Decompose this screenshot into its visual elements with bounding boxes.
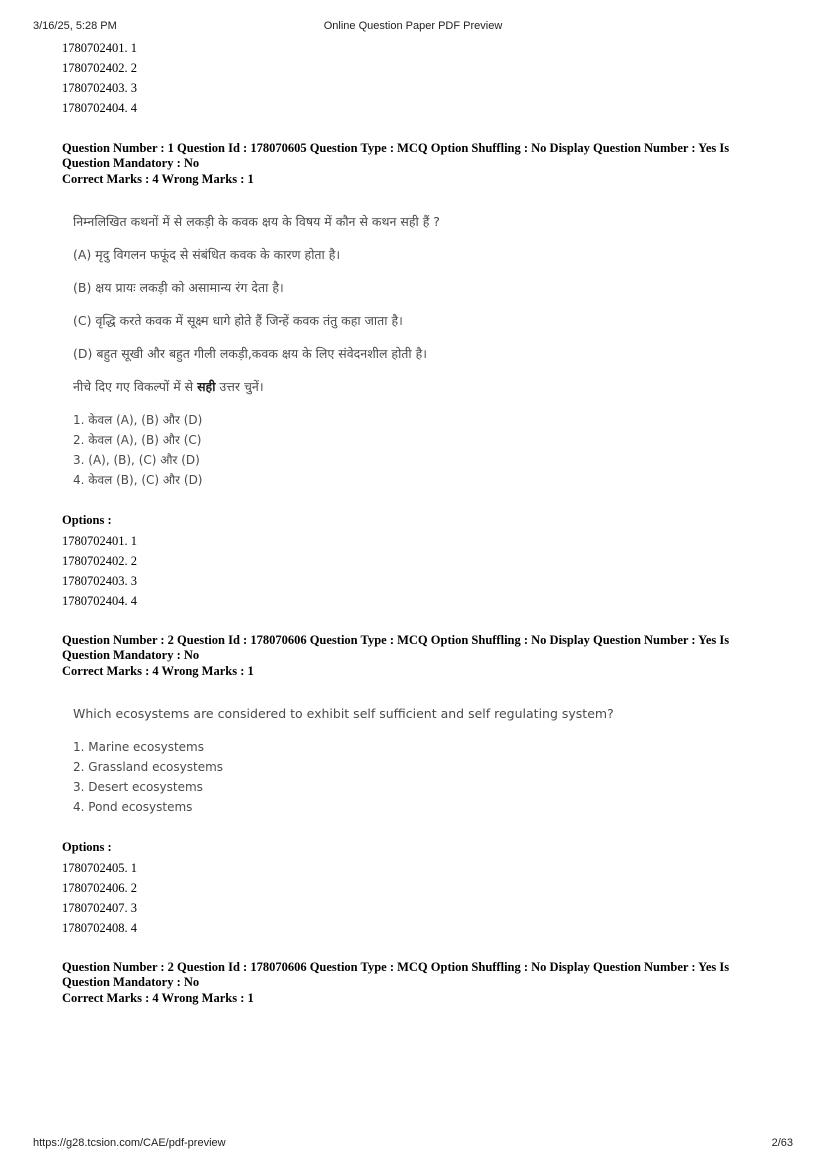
page-url: https://g28.tcsion.com/CAE/pdf-preview (33, 1137, 226, 1149)
option-item: 1780702408. 4 (62, 921, 137, 935)
option-item: 1780702401. 1 (62, 41, 137, 55)
statement-b: (B) क्षय प्रायः लकड़ी को असामान्य रंग देता है। (73, 280, 284, 295)
option-item: 1780702403. 3 (62, 81, 137, 95)
choice-2: 2. Grassland ecosystems (73, 760, 224, 774)
option-item: 1780702407. 3 (62, 901, 137, 915)
question-paper-content (62, 38, 774, 1007)
instruction (73, 377, 774, 410)
option-item: 1780702401. 1 (62, 534, 137, 548)
choice-3: 3. Desert ecosystems (73, 780, 203, 794)
page-title: Online Question Paper PDF Preview (323, 20, 503, 32)
page-number: 2/63 (771, 1137, 793, 1149)
option-item: 1780702402. 2 (62, 554, 137, 568)
question-image (73, 704, 774, 817)
question-marks: Correct Marks : 4 Wrong Marks : 1 (62, 664, 254, 678)
choice-2: 2. केवल (A), (B) और (C) (73, 433, 202, 447)
page-header (33, 20, 793, 34)
top-options-list (62, 38, 774, 118)
question-marks: Correct Marks : 4 Wrong Marks : 1 (62, 172, 254, 186)
statement-c: (C) वृद्धि करते कवक में सूक्ष्म धागे होते हैं जिन्हें कवक तंतु कहा जाता है। (73, 313, 403, 328)
instruction-text: नीचे दिए गए विकल्पों में से (73, 379, 198, 394)
print-date: 3/16/25, 5:28 PM (33, 20, 117, 32)
choice-1: 1. केवल (A), (B) और (D) (73, 413, 203, 427)
instruction-text: उत्तर चुनें। (215, 379, 264, 394)
option-item: 1780702404. 4 (62, 594, 137, 608)
options-label: Options : (62, 840, 112, 854)
question-header: Question Number : 1 Question Id : 178070605 Question Type : MCQ Option Shuffling : No Display Question Number : Yes Is Question Mandatory : No (62, 141, 730, 170)
option-item: 1780702405. 1 (62, 861, 137, 875)
question-image (73, 212, 774, 490)
instruction-emphasis: सही (197, 379, 216, 394)
page-footer (33, 1137, 793, 1151)
question-marks: Correct Marks : 4 Wrong Marks : 1 (62, 991, 254, 1005)
choice-3: 3. (A), (B), (C) और (D) (73, 453, 200, 467)
question-block-1 (62, 141, 774, 611)
question-stem: Which ecosystems are considered to exhibit self sufficient and self regulating system? (73, 706, 614, 721)
question-block-3 (62, 960, 774, 1007)
choice-4: 4. Pond ecosystems (73, 800, 193, 814)
statement-a: (A) मृदु विगलन फफूंद से संबंधित कवक के कारण होता है। (73, 247, 341, 262)
question-header: Question Number : 2 Question Id : 178070606 Question Type : MCQ Option Shuffling : No Display Question Number : Yes Is Question Mandatory : No (62, 960, 730, 989)
option-item: 1780702406. 2 (62, 881, 137, 895)
choice-1: 1. Marine ecosystems (73, 740, 204, 754)
options-label: Options : (62, 513, 112, 527)
question-header: Question Number : 2 Question Id : 178070606 Question Type : MCQ Option Shuffling : No Display Question Number : Yes Is Question Mandatory : No (62, 633, 730, 662)
statement-d: (D) बहुत सूखी और बहुत गीली लकड़ी,कवक क्षय के लिए संवेदनशील होती है। (73, 346, 428, 361)
option-item: 1780702403. 3 (62, 574, 137, 588)
option-item: 1780702402. 2 (62, 61, 137, 75)
choice-4: 4. केवल (B), (C) और (D) (73, 473, 203, 487)
option-item: 1780702404. 4 (62, 101, 137, 115)
question-stem: निम्नलिखित कथनों में से लकड़ी के कवक क्षय के विषय में कौन से कथन सही हैं ? (73, 214, 440, 229)
question-block-2 (62, 633, 774, 938)
